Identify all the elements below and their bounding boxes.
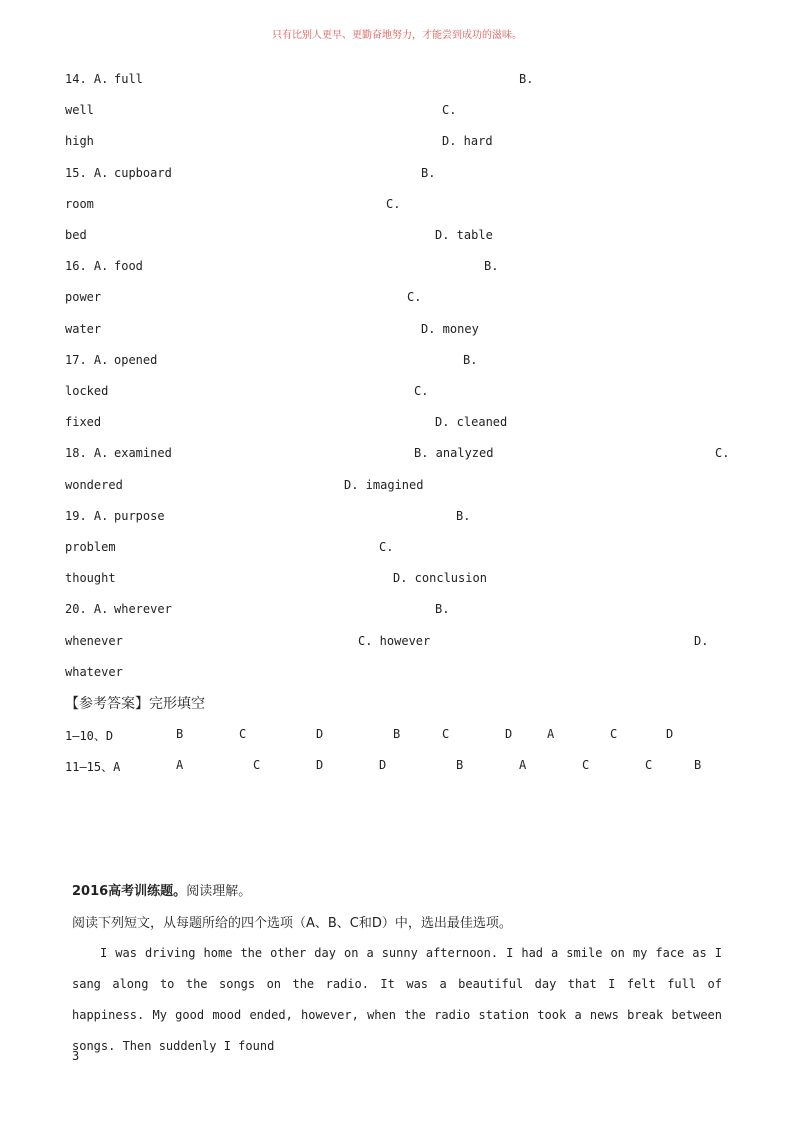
- q14-c-label: C.: [442, 103, 457, 117]
- answer-cell: A: [176, 758, 184, 772]
- q20-option-b: whenever: [65, 634, 123, 648]
- answer-cell: C: [253, 758, 261, 772]
- q16-b-label: B.: [484, 259, 499, 273]
- q18-c-label: C.: [715, 446, 730, 460]
- q19-option-a: purpose: [114, 509, 165, 523]
- answer-cell: D: [316, 758, 324, 772]
- answer-cell: C: [645, 758, 653, 772]
- answer-cell: A: [547, 727, 555, 741]
- q15-c-label: C.: [386, 197, 401, 211]
- answer-cell: B: [456, 758, 464, 772]
- q17-number: 17. A.: [65, 353, 109, 367]
- q14-option-a: full: [114, 72, 143, 86]
- q16-option-c: water: [65, 322, 102, 336]
- q17-option-c: fixed: [65, 415, 102, 429]
- q14-b-label: B.: [519, 72, 534, 86]
- q18-option-a: examined: [114, 446, 172, 460]
- q16-c-label: C.: [407, 290, 422, 304]
- passage-paragraph: I was driving home the other day on a sunny afternoon. I had a smile on my face as I sang along to the songs on the radio. It was a beautiful day that I felt full of happiness. My good mood ended, however, when the radio station took a news break between songs. Then suddenly I found: [72, 946, 722, 1053]
- q16-option-b: power: [65, 290, 102, 304]
- q14-number: 14. A.: [65, 72, 109, 86]
- q20-option-d: whatever: [65, 665, 123, 679]
- q16-option-d: D. money: [421, 322, 479, 336]
- q17-option-a: opened: [114, 353, 158, 367]
- q20-d-label: D.: [694, 634, 709, 648]
- q17-option-b: locked: [65, 384, 109, 398]
- answer-cell: C: [582, 758, 590, 772]
- q16-number: 16. A.: [65, 259, 109, 273]
- q19-number: 19. A.: [65, 509, 109, 523]
- q19-option-c: thought: [65, 571, 116, 585]
- answer-cell: D: [505, 727, 513, 741]
- q15-b-label: B.: [421, 166, 436, 180]
- reading-title-rest: 阅读理解。: [186, 884, 252, 899]
- q18-option-d: D. imagined: [344, 478, 424, 492]
- q14-option-c: high: [65, 134, 94, 148]
- q18-option-b: B. analyzed: [414, 446, 494, 460]
- answer-cell: C: [610, 727, 618, 741]
- q20-b-label: B.: [435, 602, 450, 616]
- q17-b-label: B.: [463, 353, 478, 367]
- answer-cell: D: [379, 758, 387, 772]
- q19-option-b: problem: [65, 540, 116, 554]
- q15-option-a: cupboard: [114, 166, 172, 180]
- answer-cell: B: [694, 758, 702, 772]
- q17-c-label: C.: [414, 384, 429, 398]
- q19-c-label: C.: [379, 540, 394, 554]
- answer-cell: C: [442, 727, 450, 741]
- answers-row1-label: 1—10、D: [65, 729, 114, 743]
- q15-option-b: room: [65, 197, 94, 211]
- q14-option-b: well: [65, 103, 94, 117]
- q17-option-d: D. cleaned: [435, 415, 508, 429]
- reading-title: [72, 880, 251, 899]
- answer-cell: C: [239, 727, 247, 741]
- answer-cell: B: [393, 727, 401, 741]
- q14-option-d: D. hard: [442, 134, 493, 148]
- answer-cell: A: [519, 758, 527, 772]
- reading-passage: [72, 938, 722, 1062]
- reading-title-bold: 2016高考训练题。: [72, 884, 187, 899]
- answer-cell: D: [316, 727, 324, 741]
- answer-cell: D: [666, 727, 674, 741]
- q19-b-label: B.: [456, 509, 471, 523]
- q20-option-c: C. however: [358, 634, 431, 648]
- header-slogan: 只有比别人更早、更勤奋地努力，才能尝到成功的滋味。: [272, 30, 522, 41]
- q18-option-c: wondered: [65, 478, 123, 492]
- q15-option-d: D. table: [435, 228, 493, 242]
- q15-option-c: bed: [65, 228, 87, 242]
- q18-number: 18. A.: [65, 446, 109, 460]
- q20-number: 20. A.: [65, 602, 109, 616]
- q16-option-a: food: [114, 259, 143, 273]
- page-number: 3: [72, 1049, 80, 1063]
- q20-option-a: wherever: [114, 602, 172, 616]
- answers-title: 【参考答案】完形填空: [65, 696, 205, 712]
- answer-cell: B: [176, 727, 184, 741]
- q15-number: 15. A.: [65, 166, 109, 180]
- q19-option-d: D. conclusion: [393, 571, 487, 585]
- answers-row2-label: 11—15、A: [65, 760, 121, 774]
- reading-instruction: 阅读下列短文，从每题所给的四个选项（A、B、C和D）中，选出最佳选项。: [72, 916, 512, 931]
